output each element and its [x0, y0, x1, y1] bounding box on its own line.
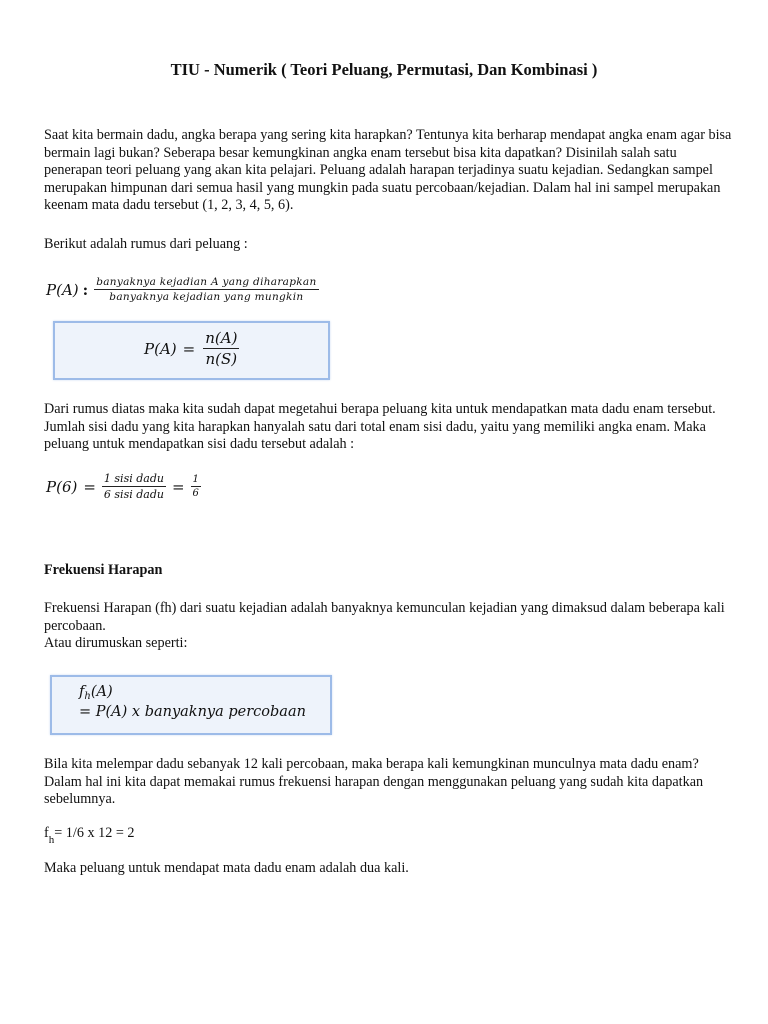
calculation-line [44, 825, 134, 846]
formula2-numerator: 1 sisi dadu [103, 472, 164, 485]
formula2-result-denominator: 6 [192, 488, 199, 499]
example-paragraph: Bila kita melempar dadu sebanyak 12 kali percobaan, maka berapa kali kemungkinan munculnya mata dadu enam? Dalam hal ini kita dapat memakai rumus frekuensi harapan dengan menggunakan peluang yang sudah kita dapatkan sebelumnya. [44, 756, 704, 808]
formula2-result [191, 474, 201, 499]
formula2-result-numerator: 1 [192, 474, 199, 485]
fh-definition: Frekuensi Harapan (fh) dari suatu kejadian adalah banyaknya kemunculan kejadian yang dimaksud dalam beberapa kali percobaan. [44, 600, 725, 634]
explanation-paragraph: Dari rumus diatas maka kita sudah dapat megetahui berapa peluang kita untuk mendapatkan mata dadu enam tersebut. Jumlah sisi dadu yang kita harapkan hanyalah satu dari total enam sisi dadu, yaitu yang memiliki angka enam. Maka peluang untuk mendapatkan sisi dadu tersebut adalah : [44, 401, 716, 453]
fh-paragraph [44, 600, 734, 653]
formula2-equals-2: = [171, 477, 185, 496]
box1-fraction [203, 329, 239, 368]
box2-line2: = P(A) x banyaknya percobaan [79, 704, 306, 720]
formula2-denominator: 6 sisi dadu [103, 488, 164, 501]
formula2-fraction [102, 472, 166, 501]
box2-f: f [79, 684, 85, 700]
formula2-lhs: P(6) [46, 477, 78, 496]
calc-rest: = 1/6 x 12 = 2 [54, 825, 135, 841]
fh-formula-intro: Atau dirumuskan seperti: [44, 635, 188, 652]
formula1-denominator: banyaknya kejadian yang mungkin [109, 291, 304, 303]
box1-lhs: P(A) [144, 339, 177, 358]
formula1-colon: : [82, 280, 89, 299]
formula1-fraction [94, 276, 318, 303]
formula1-lhs: P(A) [46, 280, 79, 299]
calc-f: f [44, 825, 49, 841]
probability-formula-text [46, 276, 319, 303]
calc-subscript: h [48, 834, 55, 846]
box2-line1 [79, 684, 113, 702]
formula-intro: Berikut adalah rumus dari peluang : [44, 236, 248, 252]
box1-equals: = [182, 339, 196, 358]
intro-paragraph: Saat kita bermain dadu, angka berapa yang sering kita harapkan? Tentunya kita berharap mendapat angka enam agar bisa bermain lagi bukan? Seberapa besar kemungkinan angka enam tersebut bisa kita dapatkan? Disinilah salah satu penerapan teori peluang yang akan kita pelajari. Peluang adalah harapan terjadinya suatu kejadian. Sedangkan sampel merupakan himpunan dari semua hasil yang mungkin pada suatu percobaan/kejadian. Dalam hal ini sampel merupakan keenam mata dadu tersebut (1, 2, 3, 4, 5, 6). [44, 127, 732, 214]
box1-numerator: n(A) [205, 329, 238, 347]
probability-formula-box [53, 321, 330, 380]
conclusion-paragraph: Maka peluang untuk mendapat mata dadu enam adalah dua kali. [44, 860, 409, 876]
box2-arg: (A) [90, 684, 113, 700]
dice-probability-formula [46, 472, 201, 501]
formula1-numerator: banyaknya kejadian A yang diharapkan [96, 276, 317, 288]
formula2-equals-1: = [83, 477, 96, 496]
expected-frequency-formula-box [50, 675, 332, 735]
box1-denominator: n(S) [205, 350, 238, 368]
section-heading: Frekuensi Harapan [44, 562, 163, 578]
box2-subscript: h [84, 691, 91, 702]
page-title: TIU - Numerik ( Teori Peluang, Permutasi, Dan Kombinasi ) [170, 60, 598, 79]
